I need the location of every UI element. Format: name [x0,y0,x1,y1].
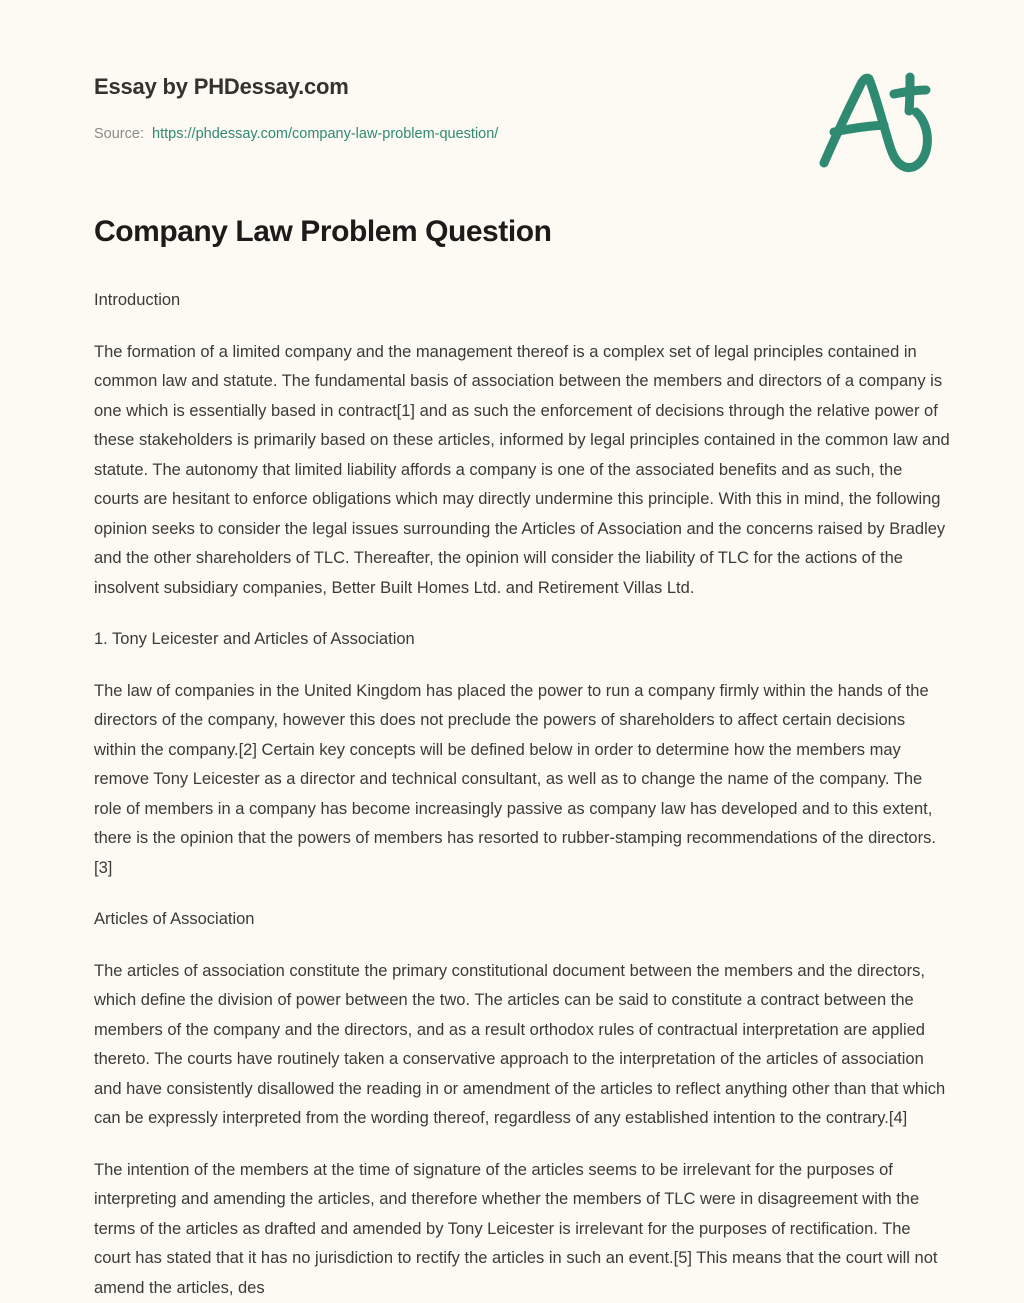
paragraph-company-law-uk: The law of companies in the United Kingdom has placed the power to run a company firmly within the hands of the directors of the company, however this does not preclude the powers of shareholders to affect certain decisions within the company.[2] Certain key concepts will be defined below in order to determine how the members may remove Tony Leicester as a director and technical consultant, as well as to change the name of the company. The role of members in a company has become increasingly passive as company law has developed and to this extent, there is the opinion that the powers of members has resorted to rubber-stamping recommendations of the directors.[3] [94,677,950,884]
brand-block [94,72,349,102]
article-body [94,212,950,1303]
page-title: Company Law Problem Question [94,212,950,252]
paragraph-articles-constitute: The articles of association constitute the primary constitutional document between the members and the directors, which define the division of power between the two. The articles can be said to constitute a contract between the members of the company and the directors, and as a result orthodox rules of contractual interpretation are applied thereto. The courts have routinely taken a conservative approach to the interpretation of the articles of association and have consistently disallowed the reading in or amendment of the articles to reflect anything other than that which can be expressly interpreted from the wording thereof, regardless of any established intention to the contrary.[4] [94,957,950,1134]
paragraph-introduction: The formation of a limited company and the management thereof is a complex set of legal principles contained in common law and statute. The fundamental basis of association between the members and directors of a company is one which is essentially based in contract[1] and as such the enforcement of decisions through the relative power of these stakeholders is primarily based on these articles, informed by legal principles contained in the common law and statute. The autonomy that limited liability affords a company is one of the associated benefits and as such, the courts are hesitant to enforce obligations which may directly undermine this principle. With this in mind, the following opinion seeks to consider the legal issues surrounding the Articles of Association and the concerns raised by Bradley and the other shareholders of TLC. Thereafter, the opinion will consider the liability of TLC for the actions of the insolvent subsidiary companies, Better Built Homes Ltd. and Retirement Villas Ltd. [94,338,950,604]
source-label: Source: [94,126,144,142]
source-line [94,124,498,144]
aplus-logo-icon [812,68,942,173]
section-heading-articles-of-association: Articles of Association [94,905,950,935]
brand-title: Essay by PHDessay.com [94,72,349,102]
source-url-link[interactable]: https://phdessay.com/company-law-problem-question/ [152,126,498,142]
section-heading-tony-leicester: 1. Tony Leicester and Articles of Association [94,625,950,655]
paragraph-intention-of-members: The intention of the members at the time of signature of the articles seems to be irrelevant for the purposes of interpreting and amending the articles, and therefore whether the members of TLC were in disagreement with the terms of the articles as drafted and amended by Tony Leicester is irrelevant for the purposes of rectification. The court has stated that it has no jurisdiction to rectify the articles in such an event.[5] This means that the court will not amend the articles, des [94,1156,950,1303]
page-header [0,0,1024,185]
section-heading-introduction: Introduction [94,286,950,316]
